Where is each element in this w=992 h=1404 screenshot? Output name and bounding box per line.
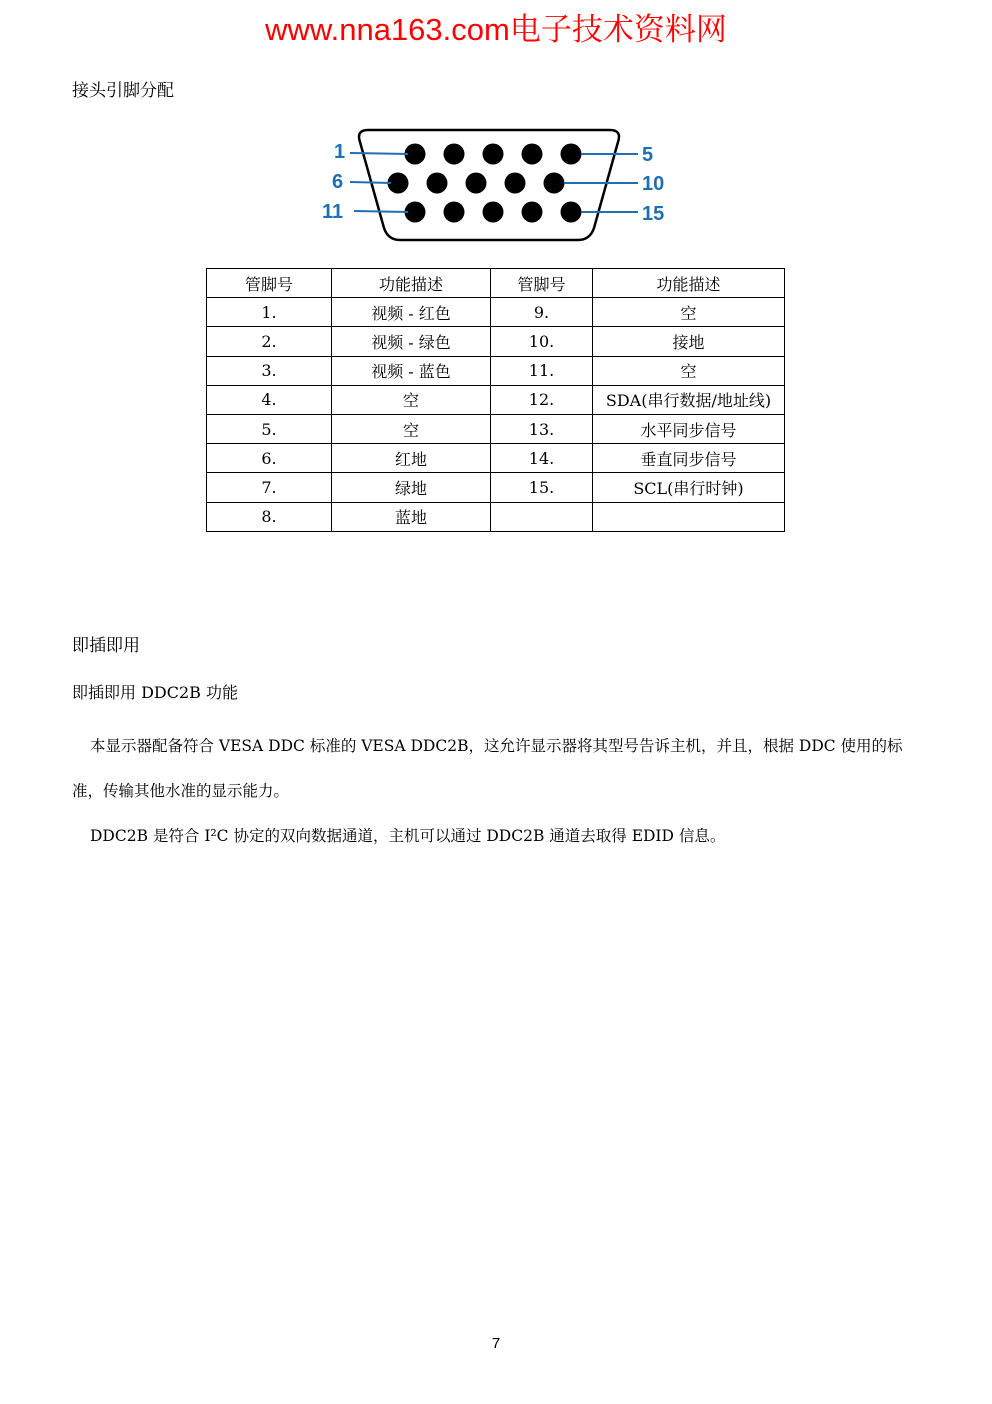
table-cell: 15. (491, 473, 593, 502)
table-cell: 空 (593, 298, 785, 327)
table-row (207, 414, 785, 443)
table-cell: 视频 - 蓝色 (332, 356, 491, 385)
table-row (207, 502, 785, 531)
pin-leader-line (350, 153, 408, 154)
table-cell: 垂直同步信号 (593, 444, 785, 473)
pin-15 (561, 202, 582, 223)
table-cell: 11. (491, 356, 593, 385)
pin-13 (483, 202, 504, 223)
table-header-cell: 功能描述 (332, 269, 491, 298)
table-row (207, 327, 785, 356)
table-header-row (207, 269, 785, 298)
table-cell: 空 (593, 356, 785, 385)
pin-number-label: 1 (334, 141, 346, 163)
table-cell: 12. (491, 385, 593, 414)
pin-10 (544, 173, 565, 194)
table-cell: 水平同步信号 (593, 414, 785, 443)
ddc-description: 本显示器配备符合 VESA DDC 标准的 VESA DDC2B，这允许显示器将其型号告诉主机，并且，根据 DDC 使用的标准，传输其他水准的显示能力。 (72, 737, 903, 800)
table-cell: 6. (207, 444, 332, 473)
pin-number-label: 5 (642, 144, 654, 166)
table-header-cell: 功能描述 (593, 269, 785, 298)
pin-leader-line (350, 182, 391, 183)
pin-8 (466, 173, 487, 194)
table-cell: 14. (491, 444, 593, 473)
pin-number-label: 10 (642, 173, 665, 195)
vga-connector-diagram (318, 124, 678, 244)
pin-number-label: 11 (322, 201, 344, 223)
table-cell (491, 502, 593, 531)
pin-number-label: 6 (332, 171, 344, 193)
table-cell: 空 (332, 385, 491, 414)
table-row (207, 298, 785, 327)
table-cell: 空 (332, 414, 491, 443)
table-cell: 10. (491, 327, 593, 356)
table-cell: 8. (207, 502, 332, 531)
table-row (207, 385, 785, 414)
pin-leader-line (354, 211, 408, 212)
watermark: www.nna163.com电子技术资料网 (265, 12, 727, 47)
page-number: 7 (491, 1335, 501, 1352)
pin-3 (483, 144, 504, 165)
pin-14 (522, 202, 543, 223)
ddc2b-description: DDC2B 是符合 I²C 协定的双向数据通道，主机可以通过 DDC2B 通道去取得 EDID 信息。 (90, 827, 726, 845)
table-cell: 7. (207, 473, 332, 502)
table-header-cell: 管脚号 (207, 269, 332, 298)
table-cell: 13. (491, 414, 593, 443)
table-header-cell: 管脚号 (491, 269, 593, 298)
table-cell: 接地 (593, 327, 785, 356)
table-cell: 视频 - 绿色 (332, 327, 491, 356)
table-cell: 红地 (332, 444, 491, 473)
pin-9 (505, 173, 526, 194)
table-cell: SDA(串行数据/地址线) (593, 385, 785, 414)
ddc-title: 即插即用 DDC2B 功能 (72, 683, 239, 702)
table-cell: SCL(串行时钟) (593, 473, 785, 502)
table-cell: 2. (207, 327, 332, 356)
table-cell: 9. (491, 298, 593, 327)
table-row (207, 444, 785, 473)
pin-number-label: 15 (642, 203, 665, 225)
table-cell (593, 502, 785, 531)
table-cell: 1. (207, 298, 332, 327)
pin-7 (427, 173, 448, 194)
table-cell: 绿地 (332, 473, 491, 502)
table-row (207, 473, 785, 502)
pin-assignment-title: 接头引脚分配 (72, 81, 174, 101)
pin-table (206, 268, 785, 532)
table-cell: 3. (207, 356, 332, 385)
table-cell: 蓝地 (332, 502, 491, 531)
pin-12 (444, 202, 465, 223)
plug-play-title: 即插即用 (72, 636, 140, 656)
table-cell: 4. (207, 385, 332, 414)
table-row (207, 356, 785, 385)
pin-2 (444, 144, 465, 165)
table-cell: 5. (207, 414, 332, 443)
pin-5 (561, 144, 582, 165)
table-cell: 视频 - 红色 (332, 298, 491, 327)
pin-4 (522, 144, 543, 165)
